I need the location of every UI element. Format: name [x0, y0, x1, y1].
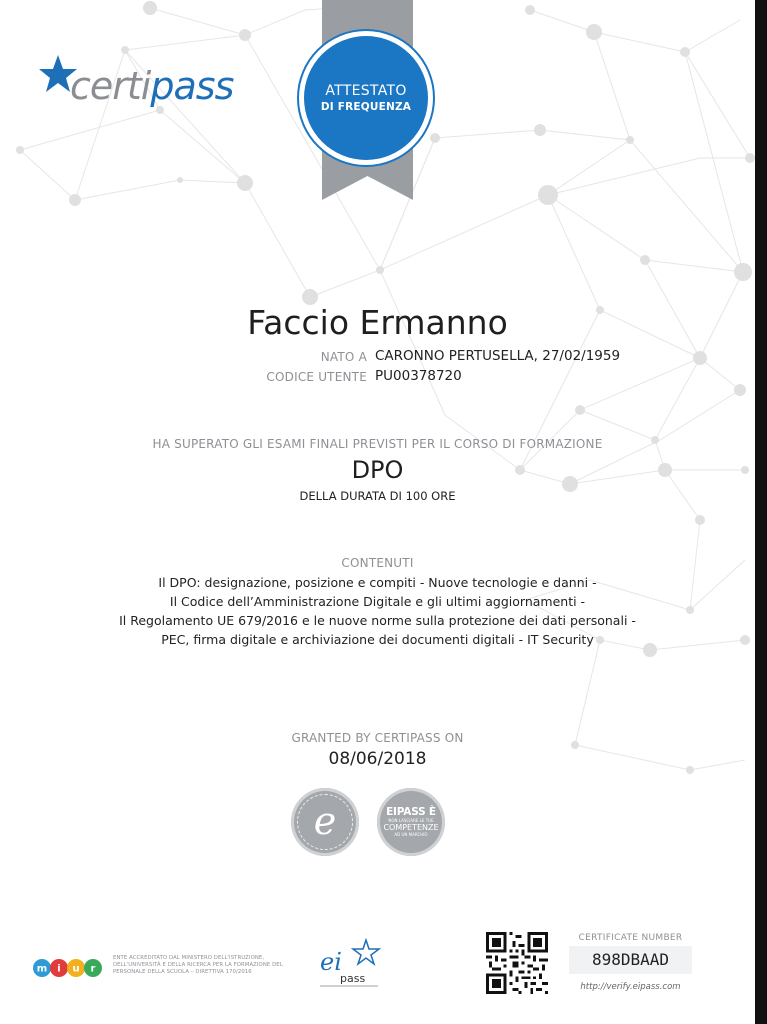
eipass-seal-big2: AD UN MARCHIO [394, 831, 428, 837]
holder-details [0, 348, 755, 388]
svg-text:ei: ei [320, 948, 342, 976]
eipass-seal [377, 788, 445, 856]
eipass-seal-big1: COMPETENZE [383, 822, 439, 832]
svg-text:i: i [57, 963, 61, 975]
course-name: DPO [351, 456, 404, 484]
contents-label: CONTENUTI [341, 556, 414, 570]
eipass-logo [318, 938, 390, 990]
logo-wordmark: certipass [70, 64, 234, 108]
svg-text:m: m [36, 963, 48, 975]
attendance-badge [304, 36, 428, 160]
user-code-label: CODICE UTENTE [266, 370, 367, 384]
holder-name: Faccio Ermanno [247, 303, 508, 342]
svg-text:r: r [90, 963, 96, 975]
contents-line: Il Codice dell’Amministrazione Digitale e gli ultimi aggiornamenti - [169, 594, 586, 609]
authentic-certificate-seal [291, 788, 359, 856]
miur-logo [32, 956, 106, 980]
badge-line1: ATTESTATO [325, 82, 407, 99]
certificate-number: 898DBAAD [569, 946, 692, 974]
contents-list [0, 573, 755, 649]
svg-text:u: u [72, 963, 80, 975]
badge-line2: DI FREQUENZA [320, 100, 412, 113]
course-duration: DELLA DURATA DI 100 ORE [299, 489, 456, 503]
exam-intro: HA SUPERATO GLI ESAMI FINALI PREVISTI PER IL CORSO DI FORMAZIONE [152, 437, 603, 451]
contents-line: Il DPO: designazione, posizione e compiti - Nuove tecnologie e danni - [158, 575, 597, 590]
born-row [0, 348, 755, 368]
born-value: CARONNO PERTUSELLA, 27/02/1959 [375, 348, 621, 364]
svg-text:pass: pass [340, 972, 366, 985]
eipass-seal-title: EIPASS È [386, 805, 436, 818]
contents-line: Il Regolamento UE 679/2016 e le nuove norme sulla protezione dei dati personali - [119, 613, 636, 628]
seal-letter: e [313, 799, 337, 843]
granted-date: 08/06/2018 [328, 749, 427, 769]
window-edge [755, 0, 767, 1024]
granted-label: GRANTED BY CERTIPASS ON [291, 731, 464, 745]
user-code-value: PU00378720 [375, 368, 462, 384]
miur-accreditation-text: ENTE ACCREDITATO DAL MINISTERO DELL'ISTRUZIONE, DELL'UNIVERSITÀ E DELLA RICERCA PER LA FORMAZIONE DEL PERSONALE DELLA SCUOLA – DIRETTIVA 170/2016 [113, 955, 283, 975]
certipass-logo [38, 52, 248, 122]
born-label: NATO A [320, 350, 367, 364]
eipass-seal-small: NON LASCIARE LE TUE [388, 817, 434, 823]
contents-line: PEC, firma digitale e archiviazione dei documenti digitali - IT Security [161, 632, 594, 647]
verify-link[interactable]: http://verify.eipass.com [580, 982, 681, 992]
certificate-number-label: CERTIFICATE NUMBER [578, 933, 683, 943]
user-code-row [0, 368, 755, 388]
qr-code-icon [486, 932, 548, 994]
